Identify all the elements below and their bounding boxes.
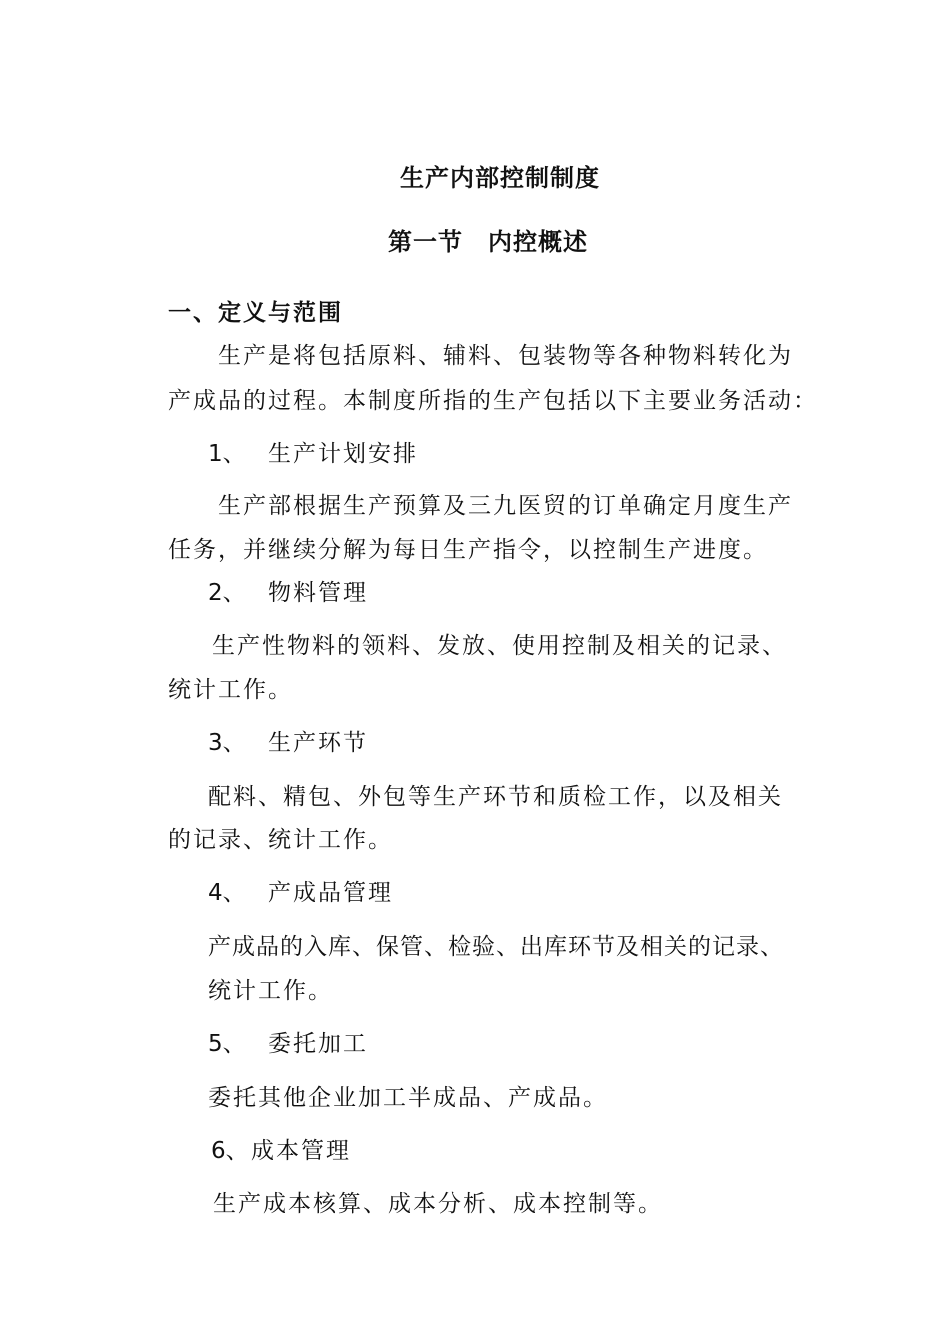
list-item-title: 物料管理 bbox=[268, 580, 368, 606]
list-item-title: 委托加工 bbox=[268, 1031, 368, 1057]
list-item-description: 产成品的入库、保管、检验、出库环节及相关的记录、 bbox=[208, 934, 784, 960]
intro-paragraph-line: 产成品的过程。本制度所指的生产包括以下主要业务活动： bbox=[168, 388, 818, 414]
list-item-heading bbox=[208, 878, 393, 908]
section-heading: 一、定义与范围 bbox=[168, 299, 343, 326]
list-item-description: 生产性物料的领料、发放、使用控制及相关的记录、 bbox=[212, 633, 787, 659]
list-item-number: 6、 bbox=[211, 1138, 249, 1164]
list-item-number: 1、 bbox=[208, 441, 246, 467]
list-item-title: 成本管理 bbox=[251, 1138, 351, 1164]
list-item-title: 生产环节 bbox=[268, 730, 368, 756]
list-item-number: 4、 bbox=[208, 880, 246, 906]
list-item-heading bbox=[208, 578, 368, 608]
list-item-heading bbox=[208, 728, 368, 758]
list-item-heading bbox=[211, 1136, 351, 1166]
list-item-number: 2、 bbox=[208, 580, 246, 606]
list-item-description: 配料、精包、外包等生产环节和质检工作，以及相关 bbox=[208, 784, 783, 810]
list-item-description: 统计工作。 bbox=[208, 978, 333, 1004]
list-item-number: 3、 bbox=[208, 730, 246, 756]
list-item-number: 5、 bbox=[208, 1031, 246, 1057]
intro-paragraph-line: 生产是将包括原料、辅料、包装物等各种物料转化为 bbox=[218, 343, 793, 369]
list-item-description: 任务，并继续分解为每日生产指令，以控制生产进度。 bbox=[168, 537, 768, 563]
document-title: 生产内部控制制度 bbox=[400, 163, 600, 192]
list-item-title: 产成品管理 bbox=[268, 880, 393, 906]
list-item-description: 的记录、统计工作。 bbox=[168, 827, 393, 853]
list-item-description: 生产部根据生产预算及三九医贸的订单确定月度生产 bbox=[218, 493, 793, 519]
list-item-heading bbox=[208, 1029, 368, 1059]
list-item-heading bbox=[208, 439, 418, 469]
chapter-heading: 第一节 内控概述 bbox=[388, 227, 588, 256]
list-item-title: 生产计划安排 bbox=[268, 441, 418, 467]
list-item-description: 统计工作。 bbox=[168, 677, 293, 703]
list-item-description: 委托其他企业加工半成品、产成品。 bbox=[208, 1085, 608, 1111]
list-item-description: 生产成本核算、成本分析、成本控制等。 bbox=[213, 1191, 663, 1217]
